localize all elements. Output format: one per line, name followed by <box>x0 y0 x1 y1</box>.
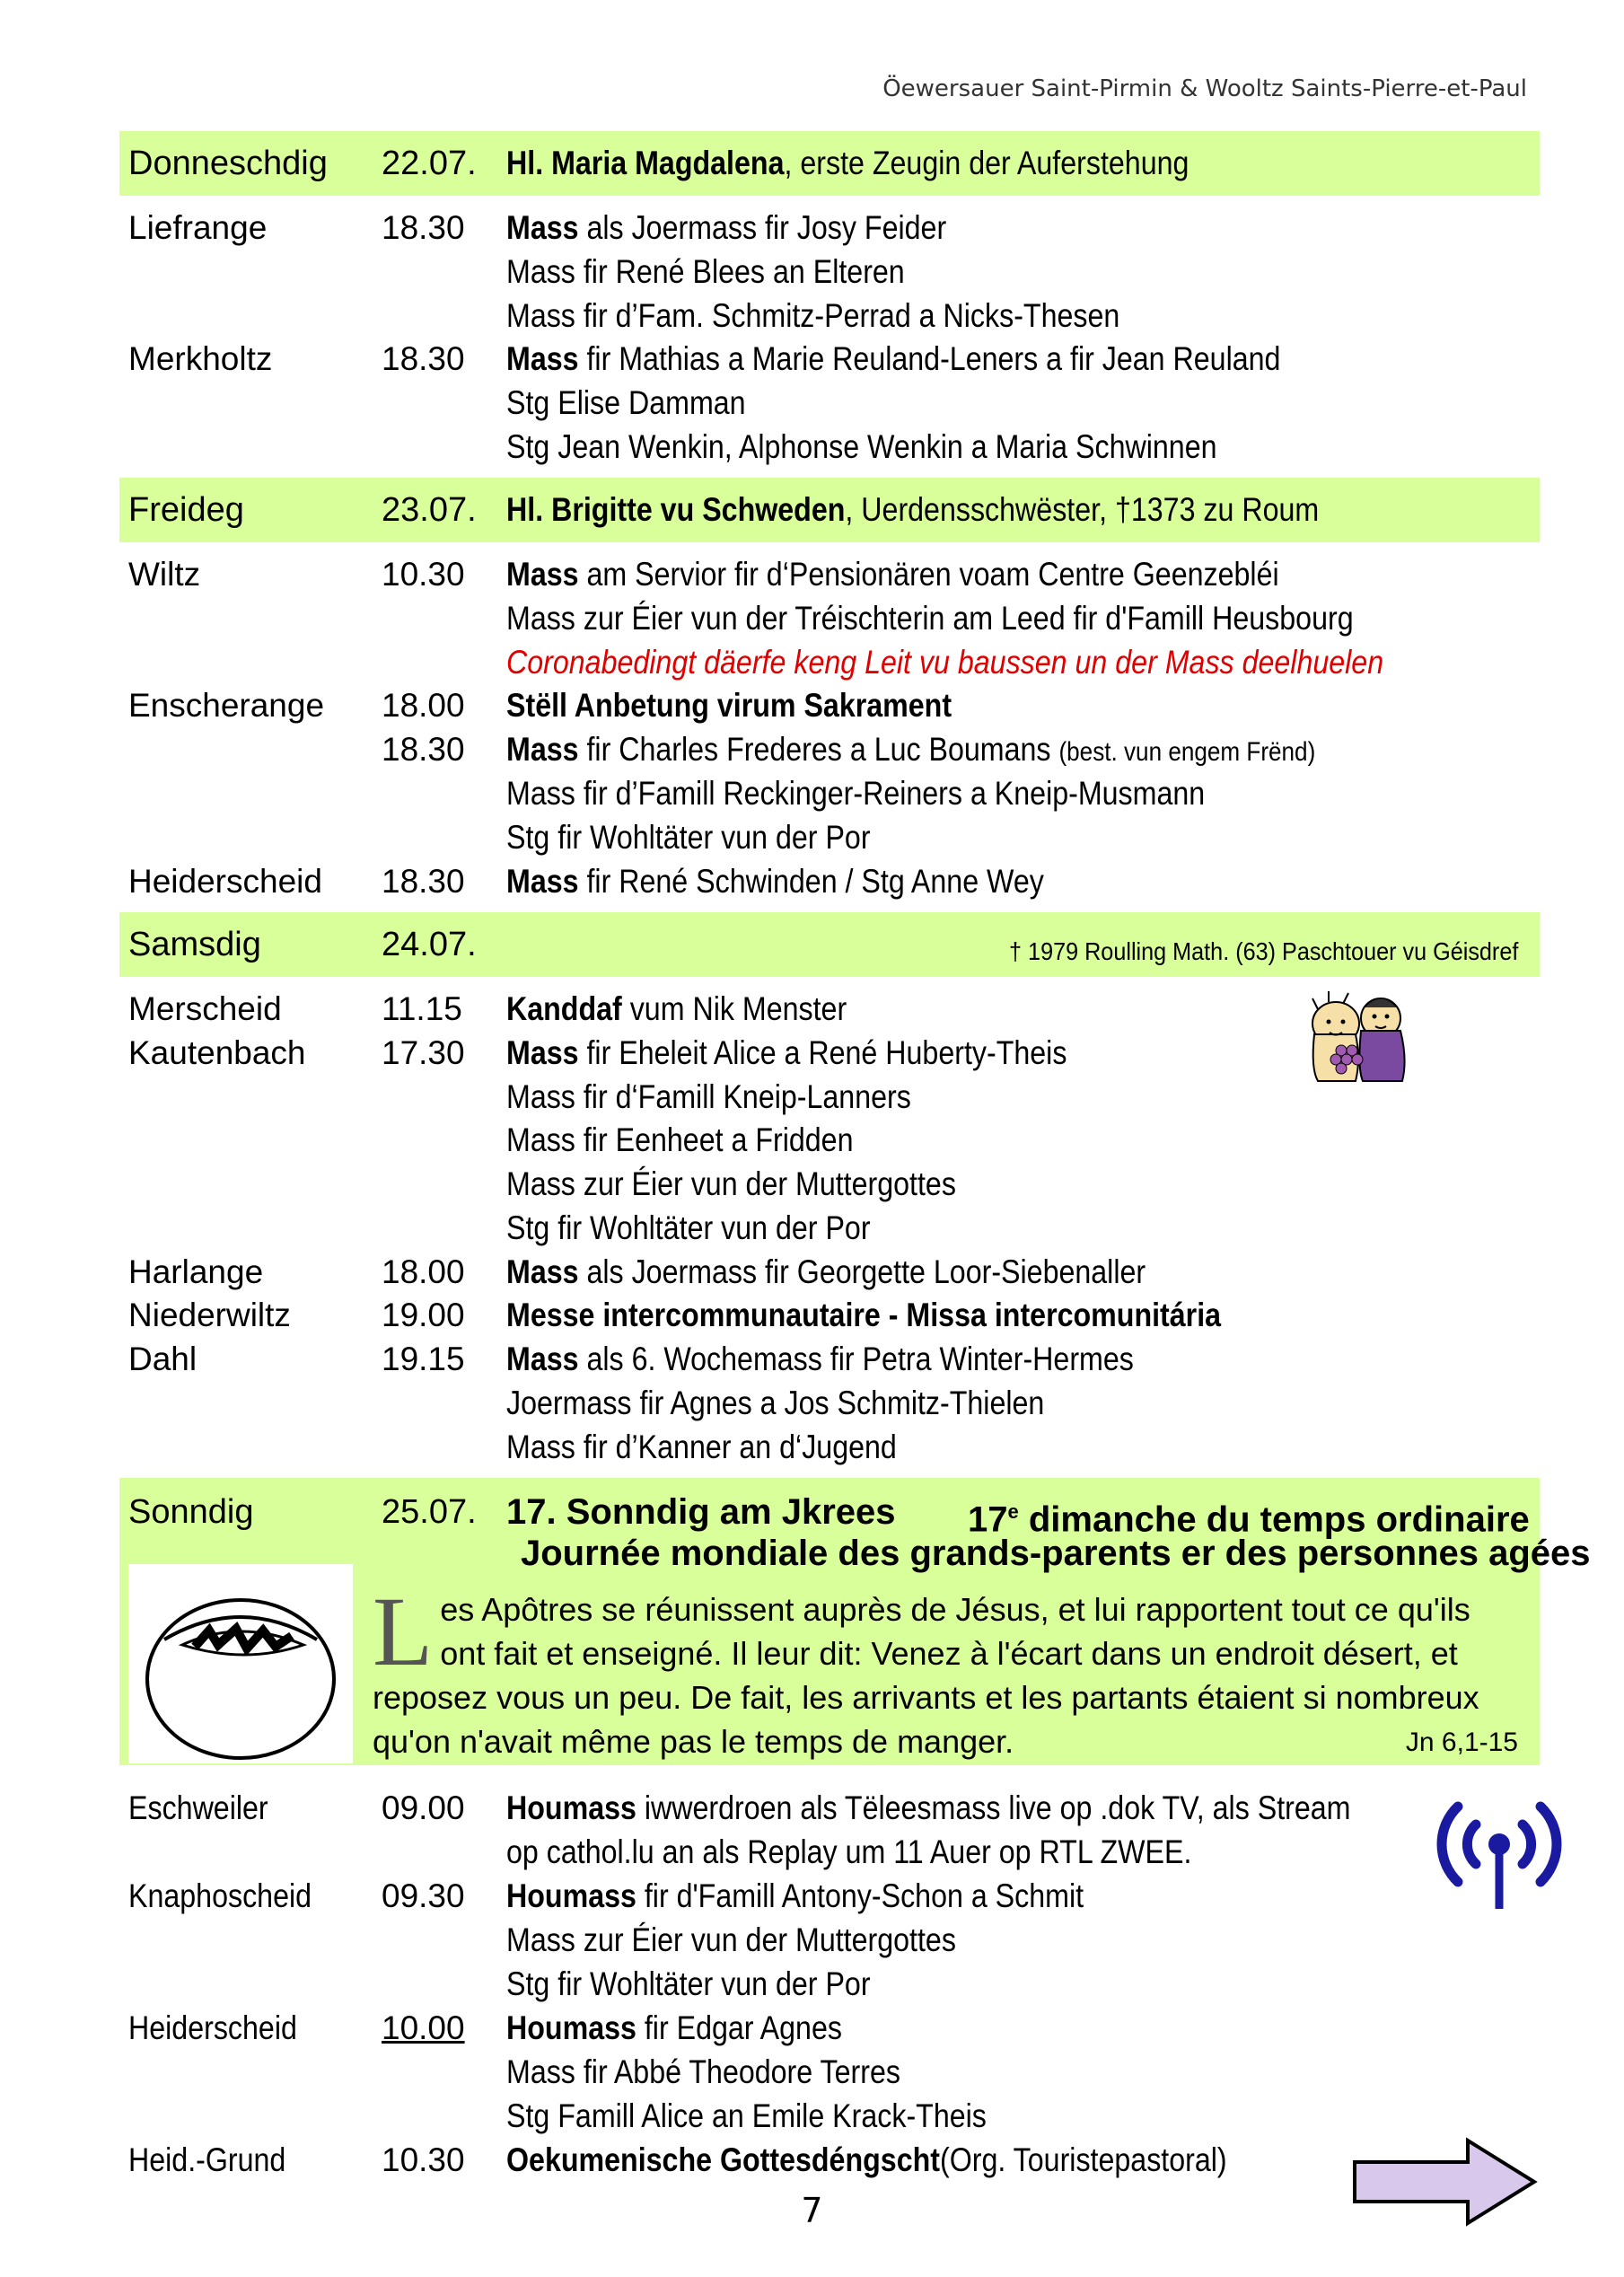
day-note: † 1979 Roulling Math. (63) Paschtouer vu Géisdref <box>1008 937 1518 965</box>
basket-drawing-icon <box>128 1564 353 1763</box>
place: Heiderscheid <box>128 863 322 900</box>
time: 19.15 <box>382 1341 465 1377</box>
place: Knaphoscheid <box>128 1877 312 1914</box>
place: Wiltz <box>128 556 201 593</box>
entry: Mass als Joermass fir Josy Feider <box>506 209 947 246</box>
entry: Mass fir d‘Famill Kneip-Lanners <box>506 1078 911 1115</box>
place: Heid.-Grund <box>128 2141 286 2178</box>
day-date: 22.07. <box>382 145 477 182</box>
corona-notice: Coronabedingt däerfe keng Leit vu baussen un der Mass deelhuelen <box>506 644 1384 681</box>
gospel-quote: Les Apôtres se réunissent auprès de Jésus, et lui rapportent tout ce qu'ils ont fait et enseigné. Il leur dit: Venez à l'écart dans un endroit désert, et reposez vous un peu. De fait, les arrivants et les partants étaient si nombreux qu'on n'avait même pas le temps de manger. <box>373 1577 1479 1760</box>
entry: Houmass fir d'Famill Antony-Schon a Schmit <box>506 1877 1084 1914</box>
time: 10.30 <box>382 2141 465 2178</box>
day-date: 25.07. <box>382 1493 477 1531</box>
entry: Stëll Anbetung virum Sakrament <box>506 687 952 724</box>
entry: Stg Elise Damman <box>506 384 746 421</box>
place: Niederwiltz <box>128 1297 291 1333</box>
entry: Stg fir Wohltäter vun der Por <box>506 819 871 856</box>
time: 19.00 <box>382 1297 465 1333</box>
drop-cap: L <box>373 1577 434 1686</box>
entry: Mass als 6. Wochemass fir Petra Winter-Hermes <box>506 1341 1134 1377</box>
time: 09.00 <box>382 1789 465 1826</box>
entry: Mass zur Éier vun der Tréischterin am Leed fir d'Famill Heusbourg <box>506 600 1354 637</box>
entry: Mass fir René Schwinden / Stg Anne Wey <box>506 863 1044 900</box>
entry: Mass zur Éier vun der Muttergottes <box>506 1921 956 1958</box>
place: Kautenbach <box>128 1034 306 1071</box>
sunday-subtitle: Journée mondiale des grands-parents er des personnes agées <box>521 1534 1591 1573</box>
entry: Mass am Servior fir d‘Pensionären voam Centre Geenzebléi <box>506 556 1279 593</box>
entry: Mass zur Éier vun der Muttergottes <box>506 1165 956 1202</box>
place: Eschweiler <box>128 1789 268 1826</box>
time: 18.30 <box>382 731 465 768</box>
entry: Mass fir d’Kanner an d‘Jugend <box>506 1429 897 1465</box>
time: 18.30 <box>382 863 465 900</box>
day-name: Sonndig <box>128 1493 254 1531</box>
time: 09.30 <box>382 1877 465 1914</box>
sunday-title: 17. Sonndig am Jkrees <box>506 1492 896 1532</box>
entry: Kanddaf vum Nik Menster <box>506 990 847 1027</box>
place: Merscheid <box>128 990 282 1027</box>
entry: Mass fir Mathias a Marie Reuland-Leners a fir Jean Reuland <box>506 340 1281 377</box>
gospel-reference: Jn 6,1-15 <box>1405 1728 1518 1757</box>
day-name: Samsdig <box>128 926 261 963</box>
entry: Mass fir d’Fam. Schmitz-Perrad a Nicks-Thesen <box>506 297 1120 334</box>
day-title: Hl. Maria Magdalena, erste Zeugin der Auferstehung <box>506 145 1189 181</box>
sunday-title-fr: 17e dimanche du temps ordinaire <box>968 1499 1530 1540</box>
place: Enscherange <box>128 687 325 724</box>
place: Merkholtz <box>128 340 273 377</box>
page-header: Öewersauer Saint-Pirmin & Wooltz Saints-Pierre-et-Paul <box>882 75 1527 102</box>
place: Heiderscheid <box>128 2009 297 2046</box>
time: 10.00 <box>382 2009 465 2046</box>
entry: Mass fir René Blees an Elteren <box>506 253 905 290</box>
time: 18.00 <box>382 687 465 724</box>
time: 10.30 <box>382 556 465 593</box>
place: Liefrange <box>128 209 268 246</box>
entry: Stg fir Wohltäter vun der Por <box>506 1209 871 1246</box>
entry: Houmass fir Edgar Agnes <box>506 2009 842 2046</box>
entry: Mass fir d’Famill Reckinger-Reiners a Kneip-Musmann <box>506 775 1206 812</box>
page-number: 7 <box>801 2191 823 2230</box>
entry: Oekumenische Gottesdéngscht(Org. Touristepastoral) <box>506 2141 1227 2178</box>
day-name: Freideg <box>128 491 244 529</box>
entry: Stg fir Wohltäter vun der Por <box>506 1965 871 2002</box>
day-name: Donneschdig <box>128 145 328 182</box>
time: 18.30 <box>382 209 465 246</box>
day-date: 24.07. <box>382 926 477 963</box>
time: 18.00 <box>382 1253 465 1290</box>
time: 11.15 <box>382 990 462 1027</box>
entry: Mass fir Eheleit Alice a René Huberty-Theis <box>506 1034 1067 1071</box>
broadcast-antenna-icon <box>1427 1787 1571 1912</box>
entry: Stg Jean Wenkin, Alphonse Wenkin a Maria Schwinnen <box>506 428 1217 465</box>
day-title: Hl. Brigitte vu Schweden, Uerdensschwëster, †1373 zu Roum <box>506 491 1320 528</box>
entry: Stg Famill Alice an Emile Krack-Theis <box>506 2097 987 2134</box>
entry: Mass fir Eenheet a Fridden <box>506 1121 854 1158</box>
place: Dahl <box>128 1341 198 1377</box>
entry: Mass fir Abbé Theodore Terres <box>506 2053 900 2090</box>
day-date: 23.07. <box>382 491 477 529</box>
place: Harlange <box>128 1253 264 1290</box>
entry: Messe intercommunautaire - Missa intercomunitária <box>506 1297 1222 1333</box>
entry: op cathol.lu an als Replay um 11 Auer op RTL ZWEE. <box>506 1833 1192 1870</box>
time: 17.30 <box>382 1034 465 1071</box>
entry: Houmass iwwerdroen als Tëleesmass live op .dok TV, als Stream <box>506 1789 1351 1826</box>
entry: Joermass fir Agnes a Jos Schmitz-Thielen <box>506 1385 1045 1421</box>
children-grapes-icon <box>1302 988 1414 1086</box>
time: 18.30 <box>382 340 465 377</box>
entry: Mass als Joermass fir Georgette Loor-Siebenaller <box>506 1253 1146 1290</box>
entry: Mass fir Charles Frederes a Luc Boumans (best. vun engem Frënd) <box>506 731 1316 768</box>
